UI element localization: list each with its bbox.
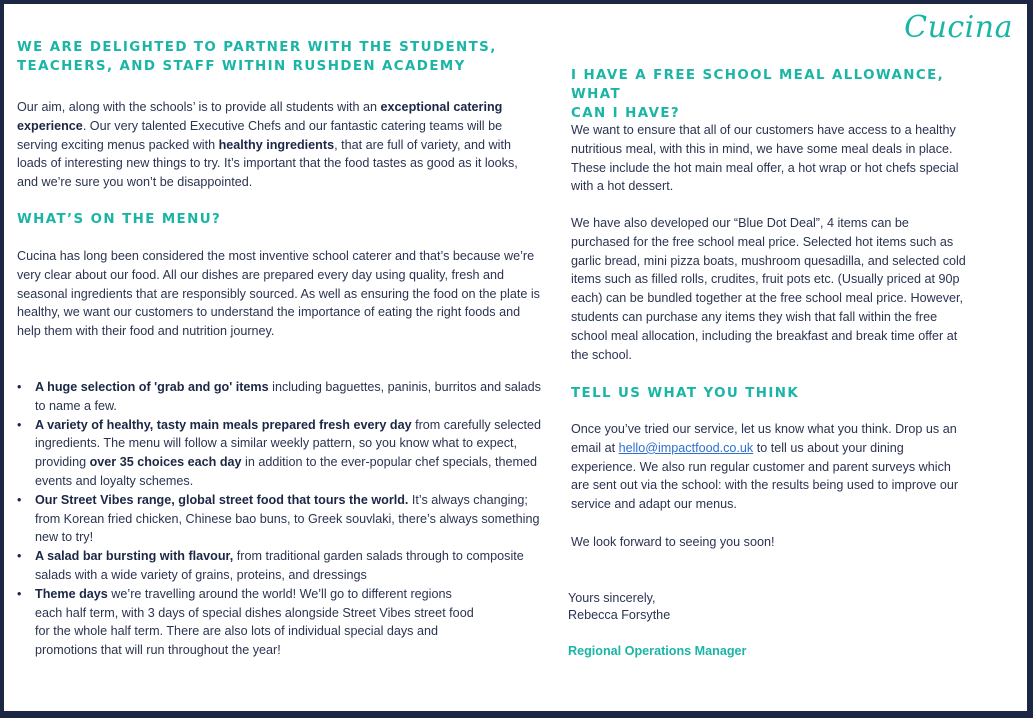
closing-remark: We look forward to seeing you soon! <box>571 535 775 549</box>
menu-bullet-list <box>17 378 542 660</box>
signer-name: Rebecca Forsythe <box>568 608 671 622</box>
letter-page <box>4 4 1027 711</box>
feedback-heading: TELL US WHAT YOU THINK <box>571 386 800 401</box>
intro-paragraph: Our aim, along with the schools’ is to provide all students with an exceptional catering experience. Our very talented Executive Chefs and our fantastic catering teams will be serving exciting menus packed with healthy ingredients, that are full of variety, and with loads of interesting new things to try. It’s important that the food tastes as good as it looks, and we’re sure you won’t be disappointed. <box>17 100 518 190</box>
list-item: • Theme days we’re travelling around the world! We’ll go to different regions each half term, with 3 days of special dishes alongside Street Vibes street food for the whole half term. There are also lots of individual special days and promotions that will run throughout the year! <box>17 585 542 660</box>
fsm-paragraph-2: We have also developed our “Blue Dot Deal”, 4 items can be purchased for the free school meal price. Selected hot items such as garlic bread, mini pizza boats, mushroom quesadilla, and selected cold items such as filled rolls, crudites, fruit pots etc. (Usually priced at 90p each) can be bundled together at the free school meal price. However, students can purchase any items they wish that fall within the free school meal allocation, including the breakfast and break time offer at the school. <box>571 216 966 362</box>
list-item: • Our Street Vibes range, global street food that tours the world. It’s always changing; from Korean fried chicken, Chinese bao buns, to Greek souvlaki, there’s always something new to try! <box>17 491 542 547</box>
closing: Yours sincerely, <box>568 591 656 605</box>
email-link[interactable]: hello@impactfood.co.uk <box>618 440 754 455</box>
intro-heading: WE ARE DELIGHTED TO PARTNER WITH THE STUDENTS, TEACHERS, AND STAFF WITHIN RUSHDEN ACADEMY <box>17 40 497 74</box>
menu-paragraph: Cucina has long been considered the most inventive school caterer and that’s because we’re very clear about our food. All our dishes are prepared every day using quality, fresh and seasonal ingredients that are responsibly sourced. As well as ensuring the food on the plate is healthy, we want our customers to understand the importance of eating the right foods and help them with their food and nutrition journey. <box>17 249 540 339</box>
list-item: • A huge selection of 'grab and go' items including baguettes, paninis, burritos and salads to name a few. <box>17 378 542 416</box>
menu-heading: WHAT’S ON THE MENU? <box>17 212 222 227</box>
list-item: • A variety of healthy, tasty main meals prepared fresh every day from carefully selected ingredients. The menu will follow a similar weekly pattern, so you know what to expect, providing over 35 choices each day in addition to the ever-popular chef specials, themed events and loyalty schemes. <box>17 416 542 491</box>
signature-block <box>568 590 966 660</box>
fsm-heading: I HAVE A FREE SCHOOL MEAL ALLOWANCE, WHAT CAN I HAVE? <box>571 68 945 121</box>
fsm-paragraph-1: We want to ensure that all of our customers have access to a healthy nutritious meal, with this in mind, we have some meal deals in place. These include the hot main meal offer, a hot wrap or hot chefs special with a hot dessert. <box>571 123 959 194</box>
feedback-paragraph: Once you’ve tried our service, let us know what you think. Drop us an email at hello@impactfood.co.uk to tell us about your dining experience. We also run regular customer and parent surveys which are sent out via the school: with the results being used to improve our service and adapt our menus. <box>571 422 959 512</box>
signer-role: Regional Operations Manager <box>568 644 747 658</box>
cucina-logo: Cucina <box>904 10 1013 45</box>
list-item: • A salad bar bursting with flavour, from traditional garden salads through to composite salads with a wide variety of grains, proteins, and dressings <box>17 547 542 585</box>
